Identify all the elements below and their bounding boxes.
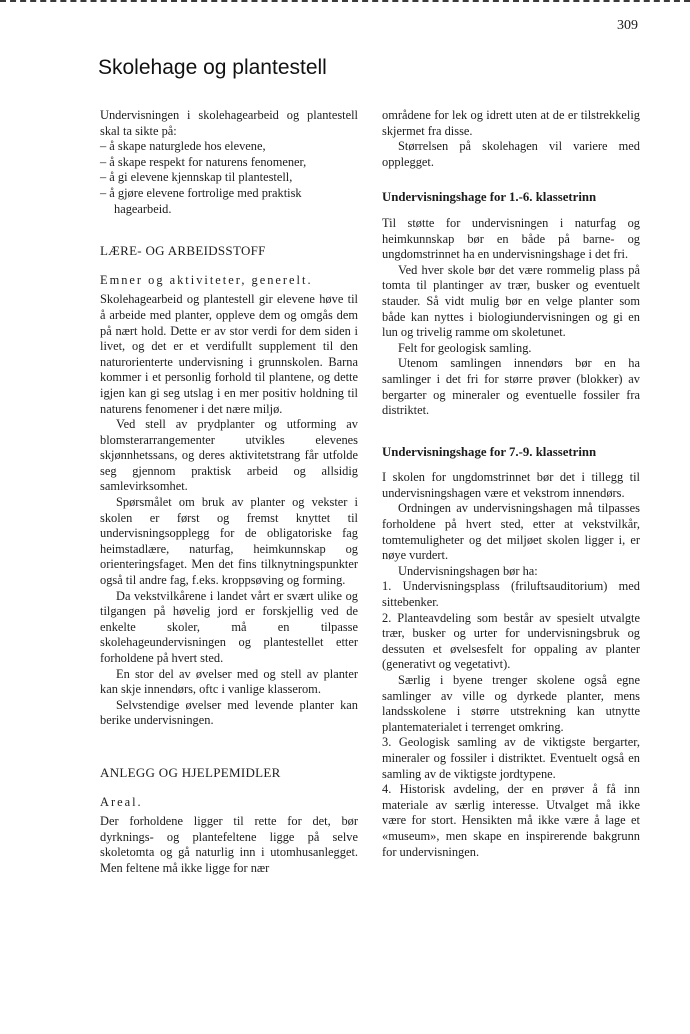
left-column <box>100 108 358 877</box>
paragraph: Felt for geologisk samling. <box>398 340 532 355</box>
paragraph: Spørsmålet om bruk av planter og vekster i skolen er først og fremst knyttet til undervisningsopplegg for de obligatoriske fag heimstadlære, naturfag, heimkunnskap og orienteringsfaget. Men det fins tilknytningspunkter også til andre fag, f.eks. kroppsøving og forming. <box>100 495 358 588</box>
section-heading-anlegg: ANLEGG OG HJELPEMIDLER <box>100 764 281 780</box>
paragraph: Størrelsen på skolehagen vil variere med opplegget. <box>382 139 640 169</box>
subheading-emner: Emner og aktiviteter, generelt. <box>100 272 313 287</box>
paragraph: Der forholdene ligger til rette for det, bør dyrknings- og plantefeltene ligge på selve skoletomta og gå naturlig inn i utomhusanlegget. Men feltene må ikke ligge for nær <box>100 814 358 875</box>
paragraph: Utenom samlingen innendørs bør en ha samlinger i det fri for større prøver (blokker) av bergarter og mineraler og eventuelle fossiler fra distriktet. <box>382 356 640 418</box>
top-rule <box>0 0 690 2</box>
right-column <box>382 108 640 860</box>
goal-item: – å gjøre elevene fortrolige med praktisk hagearbeid. <box>100 185 302 216</box>
heading-hage-7-9: Undervisningshage for 7.-9. klassetrinn <box>382 444 597 459</box>
subheading-areal: Areal. <box>100 794 143 809</box>
goals-list <box>100 139 358 217</box>
paragraph: I skolen for ungdomstrinnet bør det i tillegg til undervisningshagen være et vekstrom innendørs. <box>382 470 640 500</box>
list-item: 1. Undervisningsplass (friluftsauditorium) med sittebenker. <box>382 579 640 610</box>
paragraph: Skolehagearbeid og plantestell gir elevene høve til å arbeide med planter, oppleve dem og omgås dem på nært hold. Dette er av stor verdi for dem siden i livet, og det er et verdifullt supplement til den naturorienterte undervisning i grunnskolen. Barna kommer i et personlig forhold til plantene, og dette igjen kan gi seg utslag i en mer positiv holdning til naturens fenomener i det nære miljø. <box>100 292 358 416</box>
section-heading-laere: LÆRE- OG ARBEIDSSTOFF <box>100 243 266 259</box>
paragraph: En stor del av øvelser med og stell av planter kan skje innendørs, oftc i vanlige klasserom. <box>100 666 358 697</box>
paragraph: Da vekstvilkårene i landet vårt er svært ulike og tilgangen på høvelig jord er forskjellig ved de enkelte skoler, må en tilpasse skolehageundervisningen og plantestellet etter forholdene på hvert sted. <box>100 588 358 665</box>
intro-text: Undervisningen i skolehagearbeid og plantestell skal ta sikte på: <box>100 108 358 138</box>
paragraph: Til støtte for undervisningen i naturfag og heimkunnskap bør en både på barne- og ungdomstrinnet ha en undervisningshage i det fri. <box>382 215 640 262</box>
paragraph: Ved stell av prydplanter og utforming av blomsterarrangementer utvikles elevenes skjønnhetssans, og deres aktivitetstrang får utfolde seg gjennom praktisk arbeid og allsidig samlevirksomhet. <box>100 417 358 494</box>
page-title: Skolehage og plantestell <box>98 56 327 79</box>
goal-item: – å gi elevene kjennskap til plantestell, <box>100 170 293 185</box>
paragraph: Ved hver skole bør det være rommelig plass på tomta til plantinger av trær, busker og eventuelt stauder. Så vidt mulig bør en velge planter som både kan nyttes i biologiundervisningen og gi en lun og trivelig ramme om skoletunet. <box>382 262 640 340</box>
list-item: 2. Planteavdeling som består av spesielt utvalgte trær, busker og urter for undervisningsbruk og dessuten et øvelsesfelt for oppaling av planter (generativt og vegetativt). <box>382 610 640 672</box>
goal-item: – å skape naturglede hos elevene, <box>100 139 266 154</box>
goal-item: – å skape respekt for naturens fenomener, <box>100 154 307 169</box>
paragraph: områdene for lek og idrett uten at de er tilstrekkelig skjermet fra disse. <box>382 108 640 138</box>
page-number: 309 <box>617 18 638 33</box>
paragraph: Ordningen av undervisningshagen må tilpasses forholdene på hvert sted, etter at vekstvilkår, tomtemuligheter og det miljøet skolen ligger i, er nøye vurdert. <box>382 501 640 563</box>
paragraph: Selvstendige øvelser med levende planter kan berike undervisningen. <box>100 697 358 728</box>
list-item: Særlig i byene trenger skolene også egne samlinger av ville og dyrkede planter, mens landsskolene i større utstrekning kan utnytte plantematerialet i terrenget omkring. <box>382 673 640 734</box>
heading-hage-1-6: Undervisningshage for 1.-6. klassetrinn <box>382 190 597 205</box>
list-item: 3. Geologisk samling av de viktigste bergarter, mineraler og fossiler i distriktet. Eventuelt også en samling av de viktigste jordtypene. <box>382 735 640 781</box>
list-item: 4. Historisk avdeling, der en prøver å få inn materiale av særlig interesse. Utvalget må ikke være for stort. Hensikten må ikke være å lage et «museum», men skape en inspirerende bakgrunn for undervisningen. <box>382 782 640 859</box>
paragraph: Undervisningshagen bør ha: <box>398 563 538 578</box>
